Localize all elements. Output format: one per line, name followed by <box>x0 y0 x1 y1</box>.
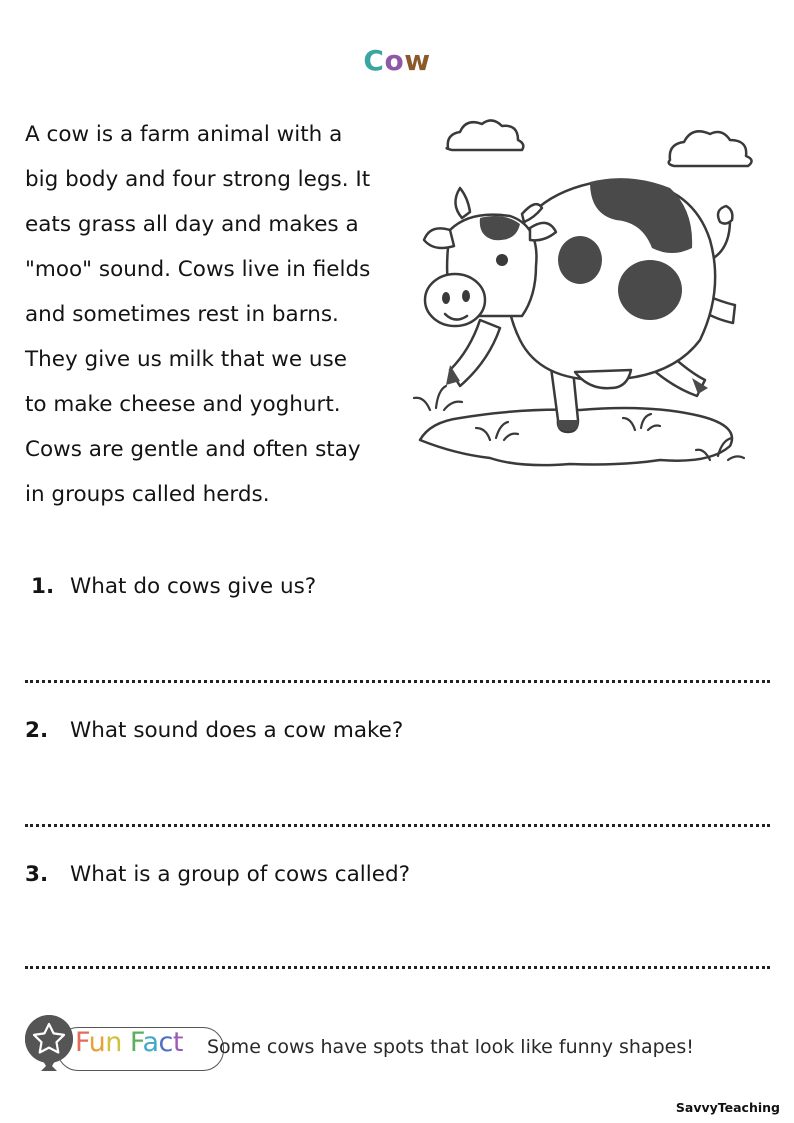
reading-passage <box>25 112 425 517</box>
fun-fact-label-letter: F <box>75 1027 89 1058</box>
star-icon <box>23 1013 75 1073</box>
fun-fact <box>23 1013 723 1073</box>
title-letter: o <box>384 44 405 77</box>
answer-line[interactable] <box>25 966 770 969</box>
cow-illustration <box>410 110 780 480</box>
fun-fact-label-letter: u <box>88 1027 106 1058</box>
passage-line: They give us milk that we use <box>25 347 347 372</box>
fun-fact-label-letter <box>122 1027 130 1058</box>
passage-line: "moo" sound. Cows live in fields <box>25 257 371 282</box>
brand-footer: SavvyTeaching <box>675 1100 780 1115</box>
cow-illustration-svg <box>410 110 780 480</box>
question-text: What sound does a cow make? <box>70 718 404 743</box>
passage-line: to make cheese and yoghurt. <box>25 392 341 417</box>
cloud-icon <box>447 120 524 150</box>
fun-fact-label-letter: c <box>158 1027 173 1058</box>
passage-line: eats grass all day and makes a <box>25 212 359 237</box>
passage-line: Cows are gentle and often stay <box>25 437 361 462</box>
question-3 <box>25 862 770 887</box>
page-title <box>0 44 794 77</box>
question-2 <box>25 718 770 743</box>
passage-line: and sometimes rest in barns. <box>25 302 339 327</box>
cloud-icon <box>669 131 752 166</box>
question-1 <box>25 574 770 599</box>
title-letter: w <box>404 44 431 77</box>
fun-fact-label <box>75 1027 183 1058</box>
answer-line[interactable] <box>25 824 770 827</box>
fun-fact-text: Some cows have spots that look like funny shapes! <box>207 1036 694 1058</box>
question-number: 2. <box>25 718 49 743</box>
question-text: What is a group of cows called? <box>70 862 411 887</box>
question-number: 1. <box>31 574 55 599</box>
fun-fact-label-letter: a <box>142 1027 159 1058</box>
answer-line[interactable] <box>25 680 770 683</box>
fun-fact-label-letter: t <box>172 1027 183 1058</box>
question-number: 3. <box>25 862 49 887</box>
question-text: What do cows give us? <box>70 574 317 599</box>
title-letter: C <box>363 44 385 77</box>
fun-fact-label-letter: F <box>129 1027 143 1058</box>
fun-fact-label-letter: n <box>105 1027 122 1058</box>
passage-line: in groups called herds. <box>25 482 270 507</box>
passage-line: A cow is a farm animal with a <box>25 122 343 147</box>
passage-line: big body and four strong legs. It <box>25 167 371 192</box>
